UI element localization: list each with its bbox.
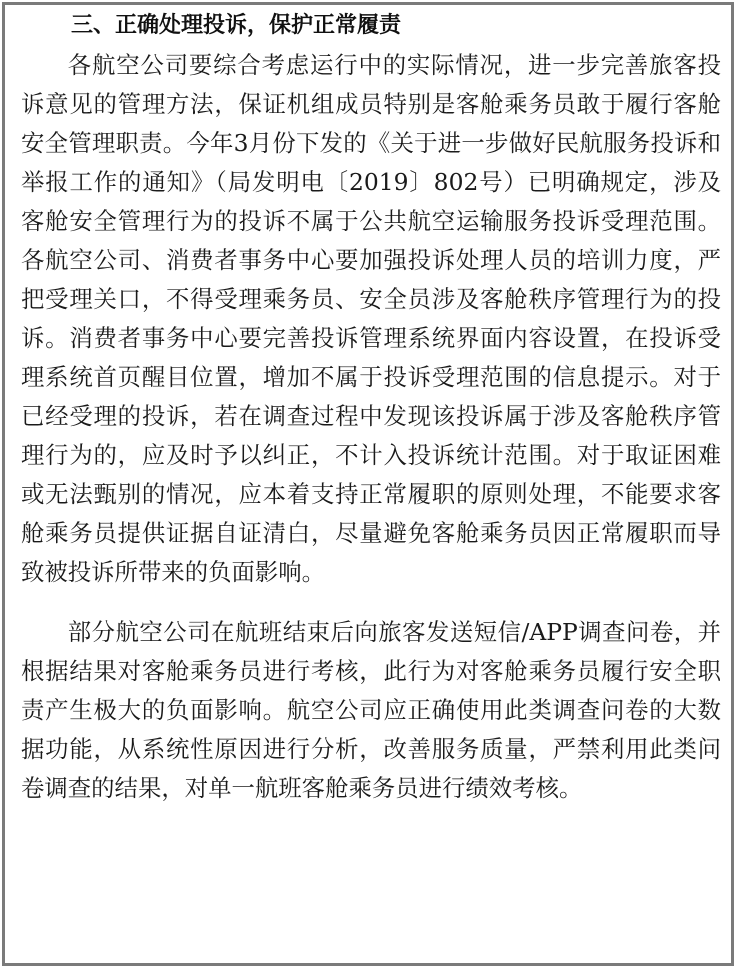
document-frame: [2, 2, 734, 966]
document-body: [21, 9, 721, 808]
paragraph-survey-assessment: 部分航空公司在航班结束后向旅客发送短信/APP调查问卷，并根据结果对客舱乘务员进行考核，此行为对客舱乘务员履行安全职责产生极大的负面影响。航空公司应正确使用此类调查问卷的大数据功能，从系统性原因进行分析，改善服务质量，严禁利用此类问卷调查的结果，对单一航班客舱乘务员进行绩效考核。: [21, 618, 721, 802]
paragraph-complaint-handling: 各航空公司要综合考虑运行中的实际情况，进一步完善旅客投诉意见的管理方法，保证机组成员特别是客舱乘务员敢于履行客舱安全管理职责。今年3月份下发的《关于进一步做好民航服务投诉和举报工作的通知》（局发明电〔2019〕802号）已明确规定，涉及客舱安全管理行为的投诉不属于公共航空运输服务投诉受理范围。各航空公司、消费者事务中心要加强投诉处理人员的培训力度，严把受理关口，不得受理乘务员、安全员涉及客舱秩序管理行为的投诉。消费者事务中心要完善投诉管理系统界面内容设置，在投诉受理系统首页醒目位置，增加不属于投诉受理范围的信息提示。对于已经受理的投诉，若在调查过程中发现该投诉属于涉及客舱秩序管理行为的，应及时予以纠正，不计入投诉统计范围。对于取证困难或无法甄别的情况，应本着支持正常履职的原则处理，不能要求客舱乘务员提供证据自证清白，尽量避免客舱乘务员因正常履职而导致被投诉所带来的负面影响。: [21, 51, 721, 586]
section-heading: 三、正确处理投诉，保护正常履责: [71, 13, 402, 38]
